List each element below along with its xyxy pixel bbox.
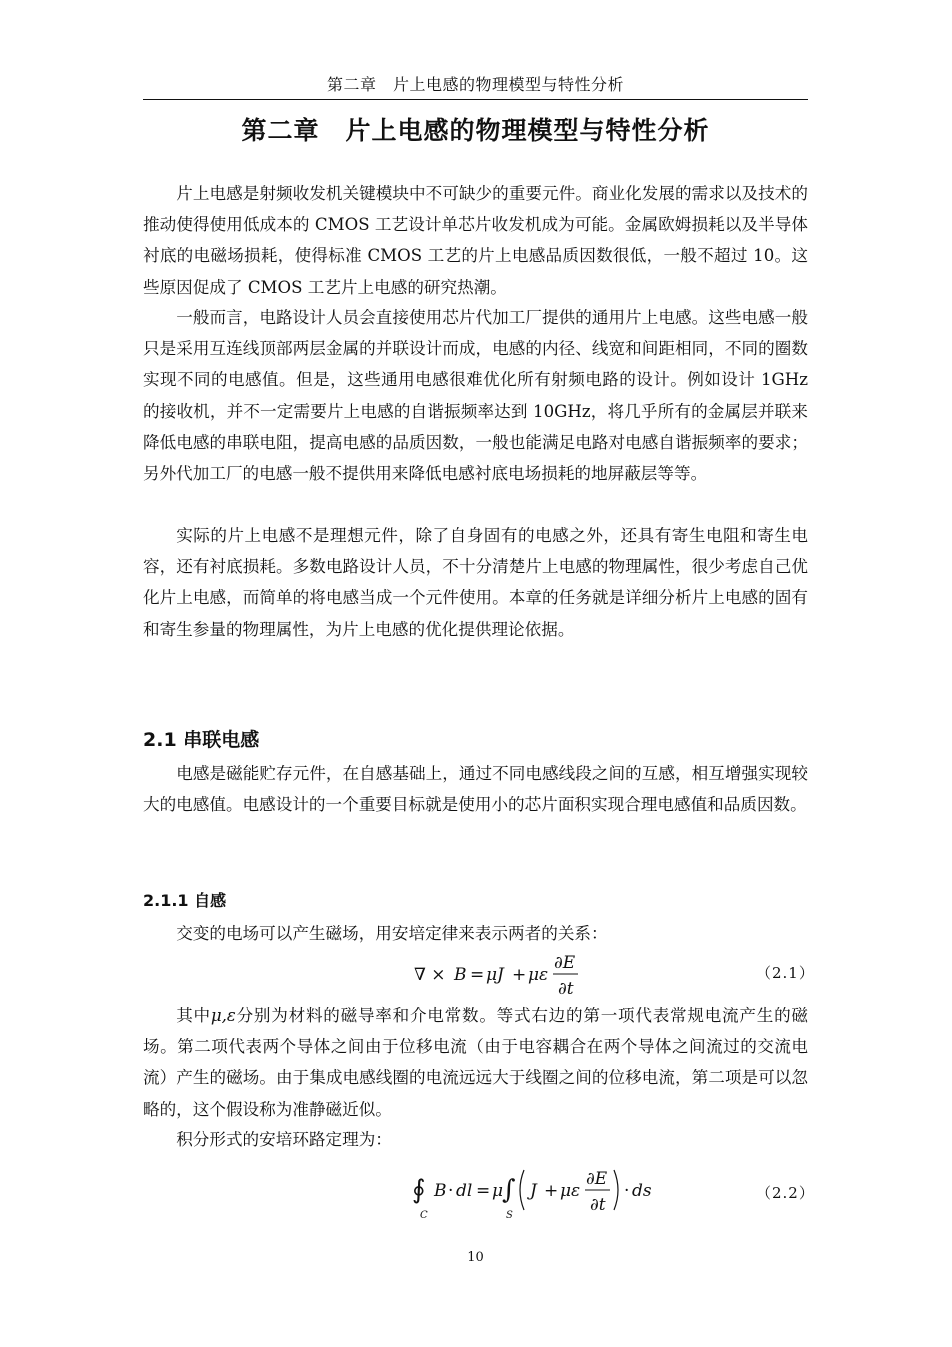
paragraph-integral-intro: 积分形式的安培环路定理为： [176,1130,392,1149]
explanation-rest: 分别为材料的磁导率和介电常数。等式右边的第一项代表常规电流产生的磁场。第二项代表两个导体之间由于位移电流（由于电容耦合在两个导体之间流过的交流电流）产生的磁场。由于集成电感线圈的电流远远大于线圈之间的位移电流，第二项是可以忽略的，这个假设称为准静磁近似。 [143,1006,809,1119]
svg-text:∮: ∮ [412,1175,426,1205]
svg-text:∂t: ∂t [558,979,574,999]
page-number: 10 [467,1250,484,1265]
svg-text:ds: ds [632,1181,652,1201]
svg-text:dl: dl [456,1181,473,1201]
svg-text:∂E: ∂E [586,1169,608,1189]
equation-number-2-2: （2.2） [756,1184,815,1202]
svg-text:+: + [544,1181,559,1201]
svg-text:∇ ×: ∇ × [414,965,446,985]
equation-2-2 [412,1158,652,1224]
explanation-prefix: 其中 [176,1006,211,1025]
paragraph-explanation [143,1000,808,1125]
header-rule [143,99,808,100]
svg-text:J: J [530,1181,537,1201]
running-header: 第二章 片上电感的物理模型与特性分析 [326,75,624,94]
svg-text:∫: ∫ [502,1175,516,1205]
paragraph-self-inductance: 交变的电场可以产生磁场，用安培定律来表示两者的关系： [176,924,608,943]
equation-number-2-1: （2.1） [756,964,815,982]
svg-text:·: · [448,1181,454,1201]
svg-text:B: B [434,1181,447,1201]
paragraph-intro-3: 实际的片上电感不是理想元件，除了自身固有的电感之外，还具有寄生电阻和寄生电容，还有衬底损耗。多数电路设计人员，不十分清楚片上电感的物理属性，很少考虑自己优化片上电感，而简单的将电感当成一个元件使用。本章的任务就是详细分析片上电感的固有和寄生参量的物理属性，为片上电感的优化提供理论依据。 [143,526,808,639]
equation-2-1 [410,948,590,1000]
paragraph-series-inductance: 电感是磁能贮存元件，在自感基础上，通过不同电感线段之间的互感，相互增强实现较大的电感值。电感设计的一个重要目标就是使用小的芯片面积实现合理电感值和品质因数。 [143,764,808,815]
svg-text:μ: μ [492,1181,504,1201]
subsection-heading-2-1-1: 2.1.1 自感 [143,891,227,910]
svg-text:+: + [512,965,527,985]
svg-text:∂t: ∂t [590,1195,606,1215]
svg-text:·: · [624,1181,630,1201]
explanation-symbols: μ,ε [210,1006,236,1025]
chapter-title: 第二章 片上电感的物理模型与特性分析 [241,116,710,145]
svg-text:B: B [454,965,467,985]
svg-text:∂E: ∂E [554,953,576,973]
svg-text:S: S [506,1210,513,1221]
svg-text:με: με [560,1181,581,1201]
svg-text:με: με [528,965,549,985]
svg-text:μJ: μJ [486,965,504,985]
svg-text:=: = [476,1181,491,1201]
svg-text:C: C [420,1210,428,1221]
paragraph-intro-1: 片上电感是射频收发机关键模块中不可缺少的重要元件。商业化发展的需求以及技术的推动使得使用低成本的 CMOS 工艺设计单芯片收发机成为可能。金属欧姆损耗以及半导体衬底的电磁场损耗，使得标准 CMOS 工艺的片上电感品质因数很低，一般不超过 10。这些原因促成了 CMOS 工艺片上电感的研究热潮。 [143,184,808,297]
section-heading-2-1: 2.1 串联电感 [143,729,260,751]
svg-text:=: = [470,965,485,985]
paragraph-intro-2: 一般而言，电路设计人员会直接使用芯片代加工厂提供的通用片上电感。这些电感一般只是采用互连线顶部两层金属的并联设计而成，电感的内径、线宽和间距相同，不同的圈数实现不同的电感值。但是，这些通用电感很难优化所有射频电路的设计。例如设计 1GHz 的接收机，并不一定需要片上电感的自谐振频率达到 10GHz，将几乎所有的金属层并联来降低电感的串联电阻，提高电感的品质因数，一般也能满足电路对电感自谐振频率的要求；另外代加工厂的电感一般不提供用来降低电感衬底电场损耗的地屏蔽层等等。 [143,308,808,484]
